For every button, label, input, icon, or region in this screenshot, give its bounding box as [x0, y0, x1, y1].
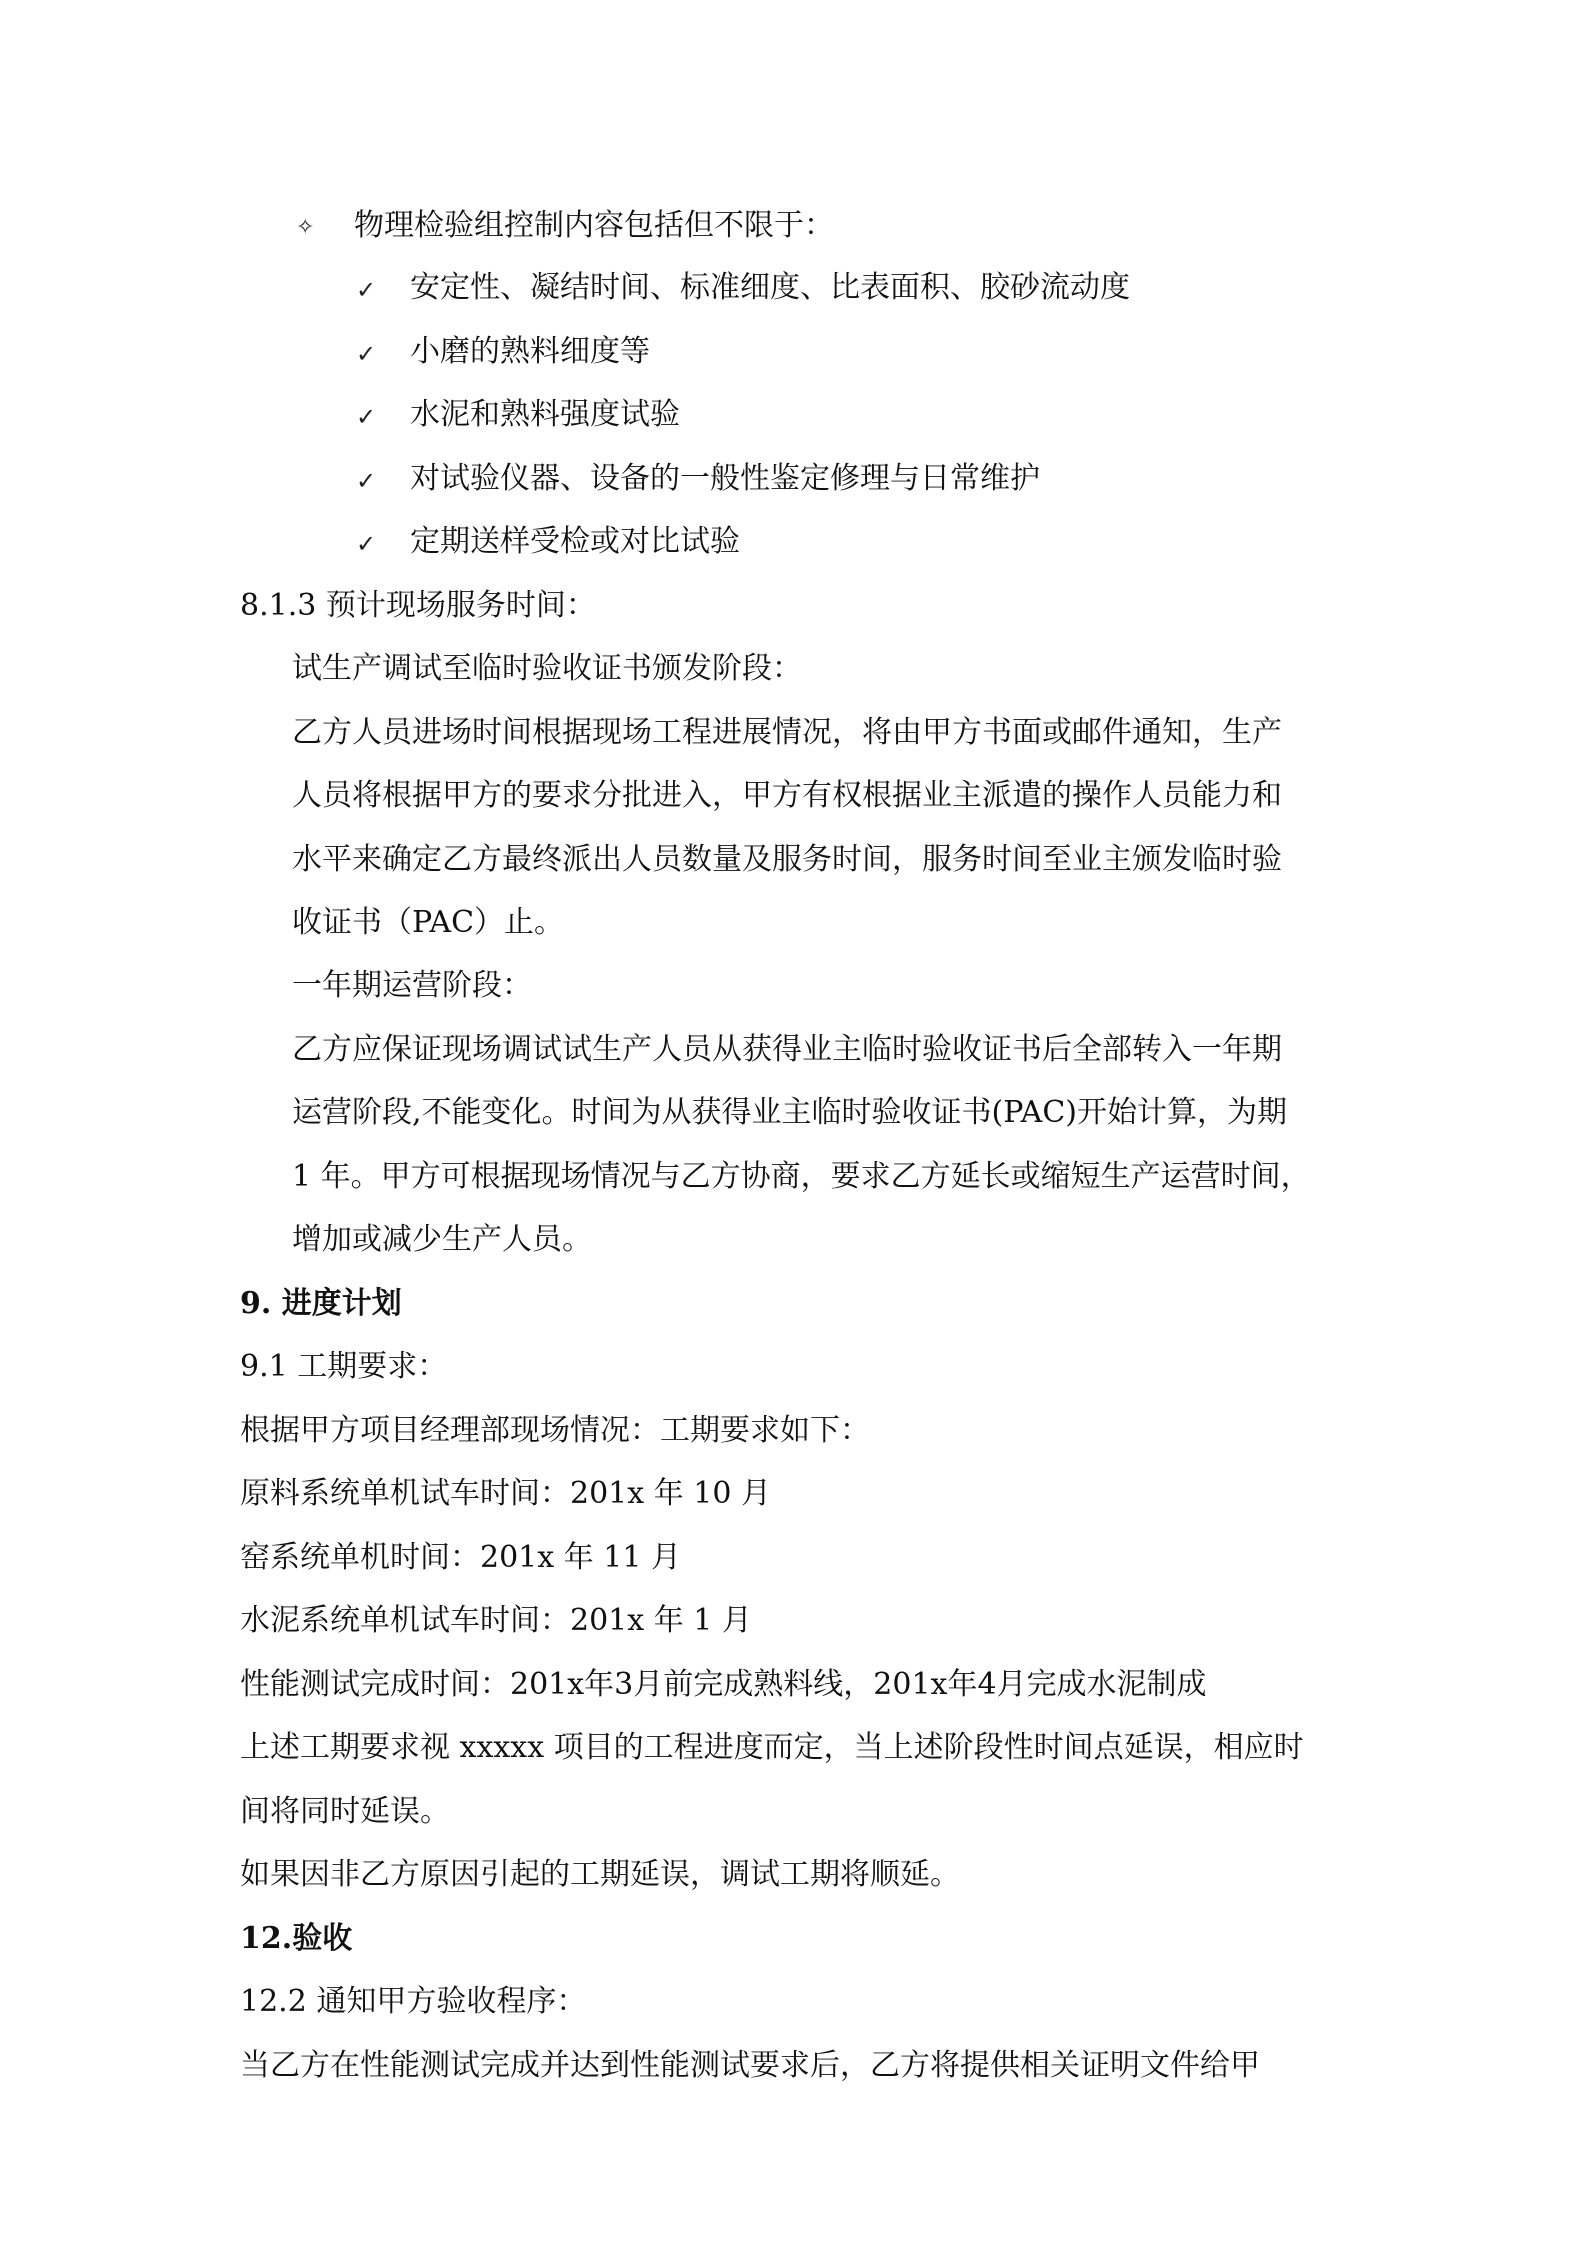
stage1-paragraph-line: 水平来确定乙方最终派出人员数量及服务时间，服务时间至业主颁发临时验 — [292, 842, 1282, 877]
check-bullet-icon: ✓ — [356, 403, 377, 431]
stage2-paragraph-line: 乙方应保证现场调试试生产人员从获得业主临时验收证书后全部转入一年期 — [292, 1032, 1282, 1067]
section-9-heading: 9. 进度计划 — [240, 1286, 402, 1321]
section-12-2-heading: 12.2 通知甲方验收程序： — [240, 1984, 587, 2019]
stage2-paragraph-line: 运营阶段,不能变化。时间为从获得业主临时验收证书(PAC)开始计算，为期 — [292, 1095, 1287, 1130]
section-9-line: 水泥系统单机试车时间：201x 年 1 月 — [240, 1603, 752, 1638]
section-8-1-3-heading: 8.1.3 预计现场服务时间： — [240, 588, 596, 623]
stage1-paragraph-line: 乙方人员进场时间根据现场工程进展情况，将由甲方书面或邮件通知，生产 — [292, 715, 1282, 750]
section-9-line: 上述工期要求视 xxxxx 项目的工程进度而定，当上述阶段性时间点延误，相应时 — [240, 1730, 1304, 1765]
check-bullet-icon: ✓ — [356, 340, 377, 368]
physical-item: 安定性、凝结时间、标准细度、比表面积、胶砂流动度 — [410, 270, 1130, 305]
section-9-line: 原料系统单机试车时间：201x 年 10 月 — [240, 1476, 771, 1511]
physical-item: 对试验仪器、设备的一般性鉴定修理与日常维护 — [410, 461, 1040, 496]
section-9-1-heading: 9.1 工期要求： — [240, 1349, 448, 1384]
stage1-paragraph-line: 收证书（PAC）止。 — [292, 905, 565, 940]
stage2-title: 一年期运营阶段： — [292, 968, 532, 1003]
check-bullet-icon: ✓ — [356, 276, 377, 304]
physical-item: 小磨的熟料细度等 — [410, 334, 650, 369]
section-9-line: 间将同时延误。 — [240, 1794, 450, 1829]
section-9-line: 窑系统单机时间：201x 年 11 月 — [240, 1540, 681, 1575]
stage2-paragraph-line: 1 年。甲方可根据现场情况与乙方协商，要求乙方延长或缩短生产运营时间， — [292, 1159, 1311, 1194]
section-12-line: 当乙方在性能测试完成并达到性能测试要求后，乙方将提供相关证明文件给甲 — [240, 2048, 1260, 2083]
section-9-line: 如果因非乙方原因引起的工期延误，调试工期将顺延。 — [240, 1857, 960, 1892]
stage1-paragraph-line: 人员将根据甲方的要求分批进入，甲方有权根据业主派遣的操作人员能力和 — [292, 778, 1282, 813]
section-9-line: 根据甲方项目经理部现场情况：工期要求如下： — [240, 1413, 870, 1448]
section-12-heading: 12.验收 — [240, 1921, 353, 1956]
check-bullet-icon: ✓ — [356, 530, 377, 558]
stage2-paragraph-line: 增加或减少生产人员。 — [292, 1222, 592, 1257]
physical-group-intro: 物理检验组控制内容包括但不限于： — [354, 208, 834, 243]
section-9-line: 性能测试完成时间：201x年3月前完成熟料线，201x年4月完成水泥制成 — [240, 1667, 1207, 1702]
physical-item: 水泥和熟料强度试验 — [410, 397, 680, 432]
check-bullet-icon: ✓ — [356, 467, 377, 495]
stage1-title: 试生产调试至临时验收证书颁发阶段： — [292, 651, 802, 686]
physical-item: 定期送样受检或对比试验 — [410, 524, 740, 559]
diamond-bullet-icon: ✧ — [296, 215, 315, 240]
